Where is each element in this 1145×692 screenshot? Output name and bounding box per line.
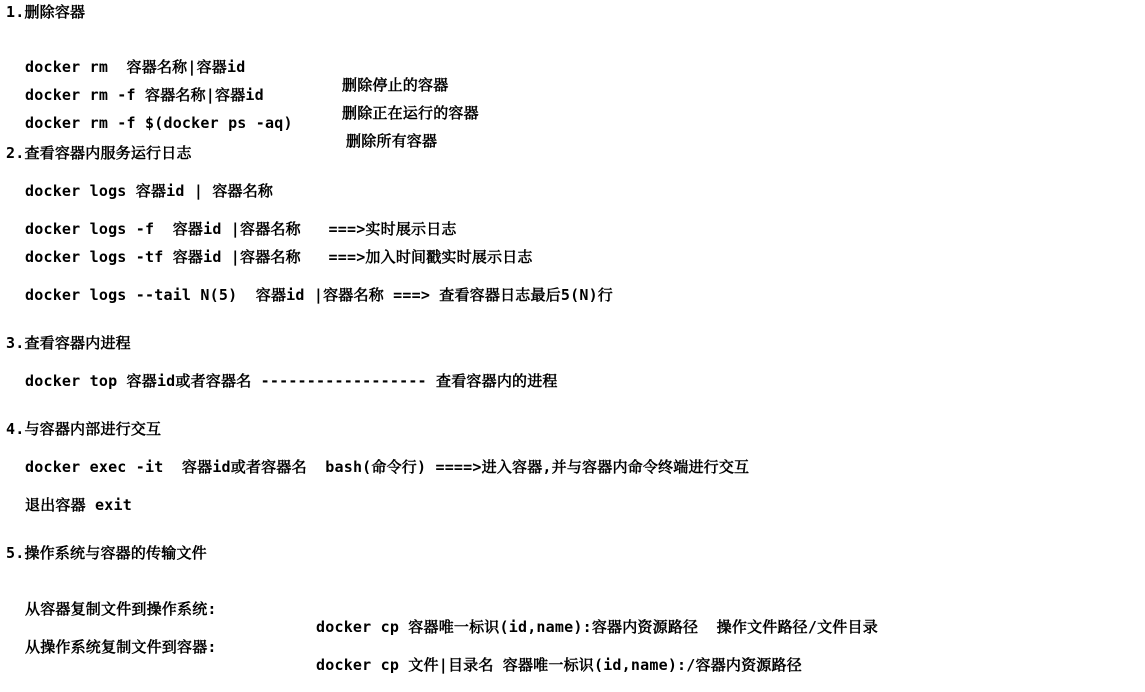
section-heading-view-processes: 3.查看容器内进程	[6, 334, 131, 352]
command-text: docker rm -f 容器名称|容器id	[25, 86, 264, 104]
command-line: docker logs -tf 容器id |容器名称 ===>加入时间戳实时展示日志	[25, 248, 533, 266]
command-text: docker cp 容器唯一标识(id,name):容器内资源路径 操作文件路径/文件目录	[316, 618, 878, 636]
command-description: 删除停止的容器	[342, 76, 449, 94]
command-description: 删除正在运行的容器	[342, 104, 479, 122]
command-description: 从容器复制文件到操作系统:	[25, 600, 217, 618]
section-heading-interact-container: 4.与容器内部进行交互	[6, 420, 162, 438]
command-line: 退出容器 exit	[25, 496, 132, 514]
section-heading-view-logs: 2.查看容器内服务运行日志	[6, 144, 192, 162]
command-description: 从操作系统复制文件到容器:	[25, 638, 217, 656]
command-line: docker logs 容器id | 容器名称	[25, 182, 274, 200]
command-line: docker top 容器id或者容器名 ------------------ 查看容器内的进程	[25, 372, 558, 390]
command-text: docker cp 文件|目录名 容器唯一标识(id,name):/容器内资源路径	[316, 656, 802, 674]
command-description: 删除所有容器	[346, 132, 438, 150]
section-heading-file-transfer: 5.操作系统与容器的传输文件	[6, 544, 207, 562]
command-line: docker exec -it 容器id或者容器名 bash(命令行) ====>进入容器,并与容器内命令终端进行交互	[25, 458, 750, 476]
command-line: docker logs --tail N(5) 容器id |容器名称 ===> 查看容器日志最后5(N)行	[25, 286, 614, 304]
section-heading-delete-container: 1.删除容器	[6, 3, 86, 21]
command-text: docker rm 容器名称|容器id	[25, 58, 246, 76]
command-text: docker rm -f $(docker ps -aq)	[25, 114, 293, 132]
command-line: docker logs -f 容器id |容器名称 ===>实时展示日志	[25, 220, 457, 238]
